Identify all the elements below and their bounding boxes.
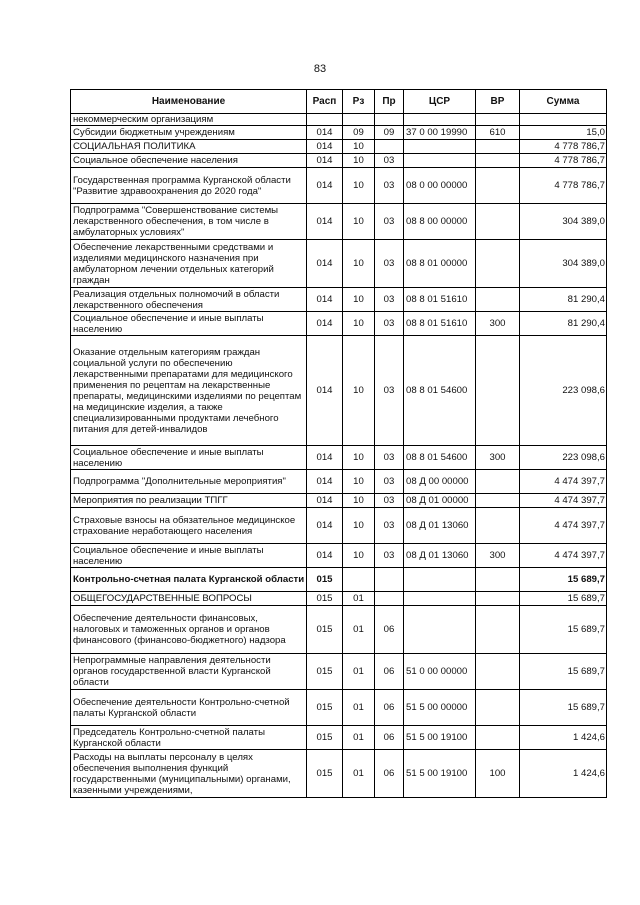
cell-rz: 10	[343, 154, 375, 168]
cell-pr: 03	[375, 154, 404, 168]
cell-rz: 10	[343, 288, 375, 312]
cell-rz: 10	[343, 544, 375, 568]
cell-rasp: 015	[307, 726, 343, 750]
cell-rasp: 014	[307, 288, 343, 312]
cell-name: СОЦИАЛЬНАЯ ПОЛИТИКА	[71, 140, 307, 154]
cell-csr: 08 Д 01 13060	[404, 544, 476, 568]
cell-vr	[476, 470, 520, 494]
cell-name: Обеспечение деятельности финансовых, налоговых и таможенных органов и органов финансового (финансово-бюджетного) надзора	[71, 606, 307, 654]
cell-vr	[476, 336, 520, 446]
cell-vr: 610	[476, 126, 520, 140]
cell-pr: 03	[375, 446, 404, 470]
cell-vr	[476, 508, 520, 544]
cell-rasp: 015	[307, 568, 343, 592]
cell-sum: 1 424,6	[520, 750, 607, 798]
cell-vr	[476, 568, 520, 592]
table-row	[71, 726, 607, 750]
cell-vr	[476, 606, 520, 654]
cell-name: ОБЩЕГОСУДАРСТВЕННЫЕ ВОПРОСЫ	[71, 592, 307, 606]
cell-rasp: 015	[307, 750, 343, 798]
cell-csr: 51 5 00 19100	[404, 726, 476, 750]
table-row	[71, 126, 607, 140]
column-header-csr: ЦСР	[404, 90, 476, 114]
cell-rz: 10	[343, 446, 375, 470]
cell-rasp: 014	[307, 336, 343, 446]
cell-pr: 06	[375, 606, 404, 654]
table-row	[71, 240, 607, 288]
cell-vr	[476, 494, 520, 508]
cell-pr: 03	[375, 168, 404, 204]
cell-name: Председатель Контрольно-счетной палаты Курганской области	[71, 726, 307, 750]
cell-name: Субсидии бюджетным учреждениям	[71, 126, 307, 140]
cell-name: Страховые взносы на обязательное медицинское страхование неработающего населения	[71, 508, 307, 544]
cell-vr	[476, 154, 520, 168]
cell-vr	[476, 288, 520, 312]
cell-csr: 08 8 01 51610	[404, 312, 476, 336]
table-row	[71, 544, 607, 568]
cell-rz: 01	[343, 654, 375, 690]
cell-csr: 08 8 01 54600	[404, 336, 476, 446]
cell-pr	[375, 568, 404, 592]
cell-csr: 08 8 01 54600	[404, 446, 476, 470]
table-row	[71, 606, 607, 654]
cell-sum: 4 778 786,7	[520, 154, 607, 168]
cell-rz: 10	[343, 240, 375, 288]
cell-vr	[476, 240, 520, 288]
column-header-name: Наименование	[71, 90, 307, 114]
cell-sum: 304 389,0	[520, 204, 607, 240]
cell-csr	[404, 140, 476, 154]
cell-rz: 01	[343, 592, 375, 606]
cell-csr: 51 0 00 00000	[404, 654, 476, 690]
cell-rz: 10	[343, 312, 375, 336]
cell-name: Оказание отдельным категориям граждан социальной услуги по обеспечению лекарственными препаратами для медицинского применения по рецептам на лекарственные препараты, медицинскими изделиями по рецептам на медицинские изделия, а также специализированными продуктами лечебного питания для детей-инвалидов	[71, 336, 307, 446]
cell-pr: 03	[375, 494, 404, 508]
cell-pr: 06	[375, 690, 404, 726]
cell-rasp: 014	[307, 470, 343, 494]
cell-vr	[476, 654, 520, 690]
cell-rz: 09	[343, 126, 375, 140]
cell-rasp: 015	[307, 606, 343, 654]
cell-csr: 37 0 00 19990	[404, 126, 476, 140]
table-row	[71, 508, 607, 544]
cell-sum: 223 098,6	[520, 446, 607, 470]
cell-rz	[343, 114, 375, 126]
cell-vr	[476, 140, 520, 154]
cell-rasp: 014	[307, 168, 343, 204]
cell-pr: 03	[375, 470, 404, 494]
cell-name: Мероприятия по реализации ТПГГ	[71, 494, 307, 508]
cell-csr	[404, 606, 476, 654]
cell-csr: 08 0 00 00000	[404, 168, 476, 204]
cell-pr	[375, 140, 404, 154]
cell-pr: 06	[375, 654, 404, 690]
cell-sum: 15 689,7	[520, 592, 607, 606]
cell-sum: 1 424,6	[520, 726, 607, 750]
cell-rz: 10	[343, 470, 375, 494]
table-row	[71, 154, 607, 168]
cell-csr: 08 8 01 51610	[404, 288, 476, 312]
cell-vr: 300	[476, 446, 520, 470]
cell-vr	[476, 726, 520, 750]
cell-name: Подпрограмма "Совершенствование системы лекарственного обеспечения, в том числе в амбулаторных условиях"	[71, 204, 307, 240]
table-row	[71, 494, 607, 508]
cell-sum: 4 474 397,7	[520, 508, 607, 544]
table-row	[71, 568, 607, 592]
table-row	[71, 336, 607, 446]
cell-sum: 223 098,6	[520, 336, 607, 446]
cell-rz: 10	[343, 140, 375, 154]
cell-vr	[476, 690, 520, 726]
cell-csr	[404, 568, 476, 592]
cell-name: Подпрограмма "Дополнительные мероприятия"	[71, 470, 307, 494]
cell-rasp: 014	[307, 140, 343, 154]
cell-pr: 06	[375, 726, 404, 750]
cell-rz	[343, 568, 375, 592]
table-row	[71, 592, 607, 606]
cell-csr: 08 8 01 00000	[404, 240, 476, 288]
cell-rasp: 014	[307, 204, 343, 240]
cell-rasp: 014	[307, 312, 343, 336]
cell-sum: 4 778 786,7	[520, 168, 607, 204]
table-body	[71, 114, 607, 798]
cell-rz: 01	[343, 726, 375, 750]
cell-pr: 03	[375, 240, 404, 288]
cell-vr: 100	[476, 750, 520, 798]
cell-name: Обеспечение деятельности Контрольно-счетной палаты Курганской области	[71, 690, 307, 726]
table-row	[71, 140, 607, 154]
cell-rz: 01	[343, 690, 375, 726]
cell-rz: 10	[343, 494, 375, 508]
cell-pr: 03	[375, 544, 404, 568]
cell-pr: 03	[375, 312, 404, 336]
cell-rasp: 015	[307, 592, 343, 606]
cell-sum: 81 290,4	[520, 288, 607, 312]
cell-csr	[404, 154, 476, 168]
cell-csr	[404, 592, 476, 606]
cell-rasp: 014	[307, 446, 343, 470]
cell-rz: 10	[343, 508, 375, 544]
table-row	[71, 446, 607, 470]
cell-vr	[476, 114, 520, 126]
budget-table	[70, 89, 607, 798]
cell-rz: 10	[343, 168, 375, 204]
cell-name: Обеспечение лекарственными средствами и изделиями медицинского назначения при амбулаторном лечении отдельных категорий граждан	[71, 240, 307, 288]
cell-csr: 08 Д 00 00000	[404, 470, 476, 494]
table-row	[71, 690, 607, 726]
cell-pr: 03	[375, 336, 404, 446]
cell-csr: 51 5 00 00000	[404, 690, 476, 726]
cell-name: Социальное обеспечение и иные выплаты населению	[71, 446, 307, 470]
cell-sum: 4 474 397,7	[520, 494, 607, 508]
cell-csr: 08 Д 01 13060	[404, 508, 476, 544]
cell-rasp	[307, 114, 343, 126]
cell-name: некоммерческим организациям	[71, 114, 307, 126]
cell-pr	[375, 592, 404, 606]
table-row	[71, 114, 607, 126]
page-number: 83	[313, 63, 327, 75]
cell-sum: 4 474 397,7	[520, 470, 607, 494]
cell-name: Расходы на выплаты персоналу в целях обеспечения выполнения функций государственными (муниципальными) органами, казенными учреждениями,	[71, 750, 307, 798]
cell-sum: 15 689,7	[520, 654, 607, 690]
cell-pr: 06	[375, 750, 404, 798]
cell-name: Реализация отдельных полномочий в области лекарственного обеспечения	[71, 288, 307, 312]
cell-name: Непрограммные направления деятельности органов государственной власти Курганской области	[71, 654, 307, 690]
cell-rasp: 014	[307, 126, 343, 140]
cell-sum: 15 689,7	[520, 690, 607, 726]
cell-csr	[404, 114, 476, 126]
cell-vr	[476, 204, 520, 240]
cell-rz: 10	[343, 204, 375, 240]
cell-sum: 15 689,7	[520, 606, 607, 654]
cell-sum: 15 689,7	[520, 568, 607, 592]
cell-vr	[476, 168, 520, 204]
cell-sum: 4 778 786,7	[520, 140, 607, 154]
table-header-row	[71, 90, 607, 114]
cell-rz: 10	[343, 336, 375, 446]
cell-pr: 03	[375, 204, 404, 240]
cell-rasp: 014	[307, 240, 343, 288]
cell-sum	[520, 114, 607, 126]
cell-sum: 15,0	[520, 126, 607, 140]
cell-rz: 01	[343, 750, 375, 798]
cell-rasp: 014	[307, 154, 343, 168]
cell-sum: 81 290,4	[520, 312, 607, 336]
column-header-rz: Рз	[343, 90, 375, 114]
cell-pr	[375, 114, 404, 126]
cell-name: Государственная программа Курганской области "Развитие здравоохранения до 2020 года"	[71, 168, 307, 204]
cell-vr: 300	[476, 544, 520, 568]
column-header-rasp: Расп	[307, 90, 343, 114]
cell-sum: 4 474 397,7	[520, 544, 607, 568]
cell-pr: 03	[375, 508, 404, 544]
cell-csr: 08 Д 01 00000	[404, 494, 476, 508]
cell-csr: 08 8 00 00000	[404, 204, 476, 240]
table-row	[71, 168, 607, 204]
column-header-vr: ВР	[476, 90, 520, 114]
column-header-sum: Сумма	[520, 90, 607, 114]
cell-name: Социальное обеспечение и иные выплаты населению	[71, 544, 307, 568]
table-row	[71, 288, 607, 312]
cell-pr: 09	[375, 126, 404, 140]
cell-csr: 51 5 00 19100	[404, 750, 476, 798]
table-row	[71, 654, 607, 690]
cell-sum: 304 389,0	[520, 240, 607, 288]
cell-rasp: 015	[307, 654, 343, 690]
cell-rasp: 014	[307, 544, 343, 568]
table-row	[71, 312, 607, 336]
table-row	[71, 750, 607, 798]
table-row	[71, 204, 607, 240]
cell-name: Социальное обеспечение населения	[71, 154, 307, 168]
cell-rz: 01	[343, 606, 375, 654]
cell-rasp: 015	[307, 690, 343, 726]
cell-pr: 03	[375, 288, 404, 312]
cell-rasp: 014	[307, 508, 343, 544]
cell-vr	[476, 592, 520, 606]
cell-rasp: 014	[307, 494, 343, 508]
cell-name: Социальное обеспечение и иные выплаты населению	[71, 312, 307, 336]
cell-name: Контрольно-счетная палата Курганской области	[71, 568, 307, 592]
cell-vr: 300	[476, 312, 520, 336]
table-row	[71, 470, 607, 494]
column-header-pr: Пр	[375, 90, 404, 114]
